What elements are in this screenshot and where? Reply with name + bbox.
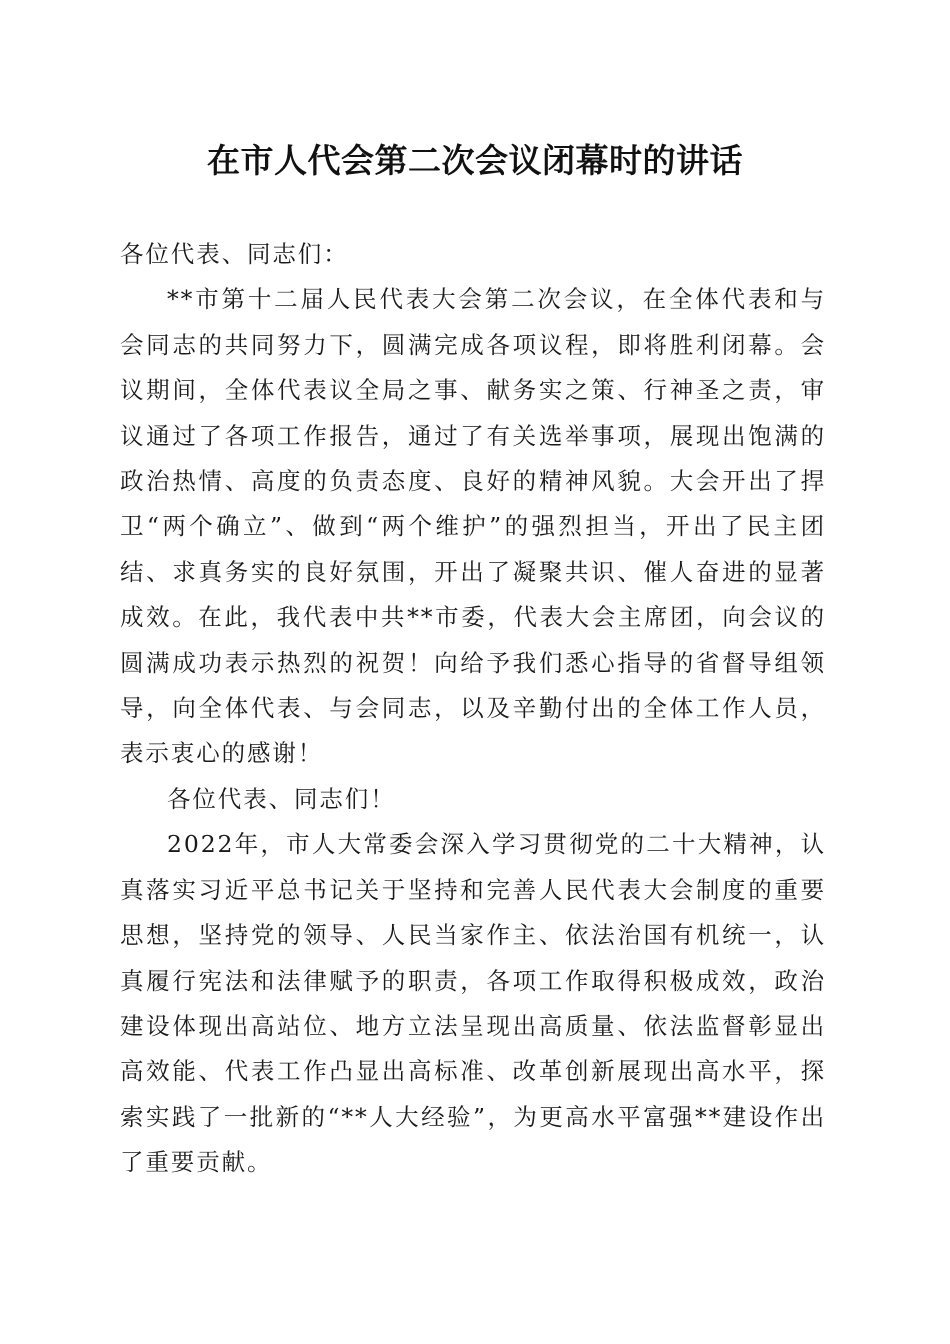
paragraph-review-2022: 2022年，市人大常委会深入学习贯彻党的二十大精神，认真落实习近平总书记关于坚持和完善人民代表大会制度的重要思想，坚持党的领导、人民当家作主、依法治国有机统一，认真履行宪法和法律赋予的职责，各项工作取得积极成效，政治建设体现出高站位、地方立法呈现出高质量、依法监督彰显出高效能、代表工作凸显出高标准、改革创新展现出高水平，探索实践了一批新的“**人大经验”，为更高水平富强**建设作出了重要贡献。	[120, 830, 826, 1177]
document-title: 在市人代会第二次会议闭幕时的讲话	[207, 141, 743, 180]
document-body	[120, 232, 826, 1186]
paragraph-address: 各位代表、同志们！	[167, 784, 396, 813]
paragraph-opening: **市第十二届人民代表大会第二次会议，在全体代表和与会同志的共同努力下，圆满完成各项议程，即将胜利闭幕。会议期间，全体代表议全局之事、献务实之策、行神圣之责，审议通过了各项工作报告，通过了有关选举事项，展现出饱满的政治热情、高度的负责态度、良好的精神风貌。大会开出了捍卫“两个确立”、做到“两个维护”的强烈担当，开出了民主团结、求真务实的良好氛围，开出了凝聚共识、催人奋进的显著成效。在此，我代表中共**市委，代表大会主席团，向会议的圆满成功表示热烈的祝贺！向给予我们悉心指导的省督导组领导，向全体代表、与会同志，以及辛勤付出的全体工作人员，表示衷心的感谢！	[120, 285, 826, 768]
salutation: 各位代表、同志们：	[120, 240, 349, 268]
